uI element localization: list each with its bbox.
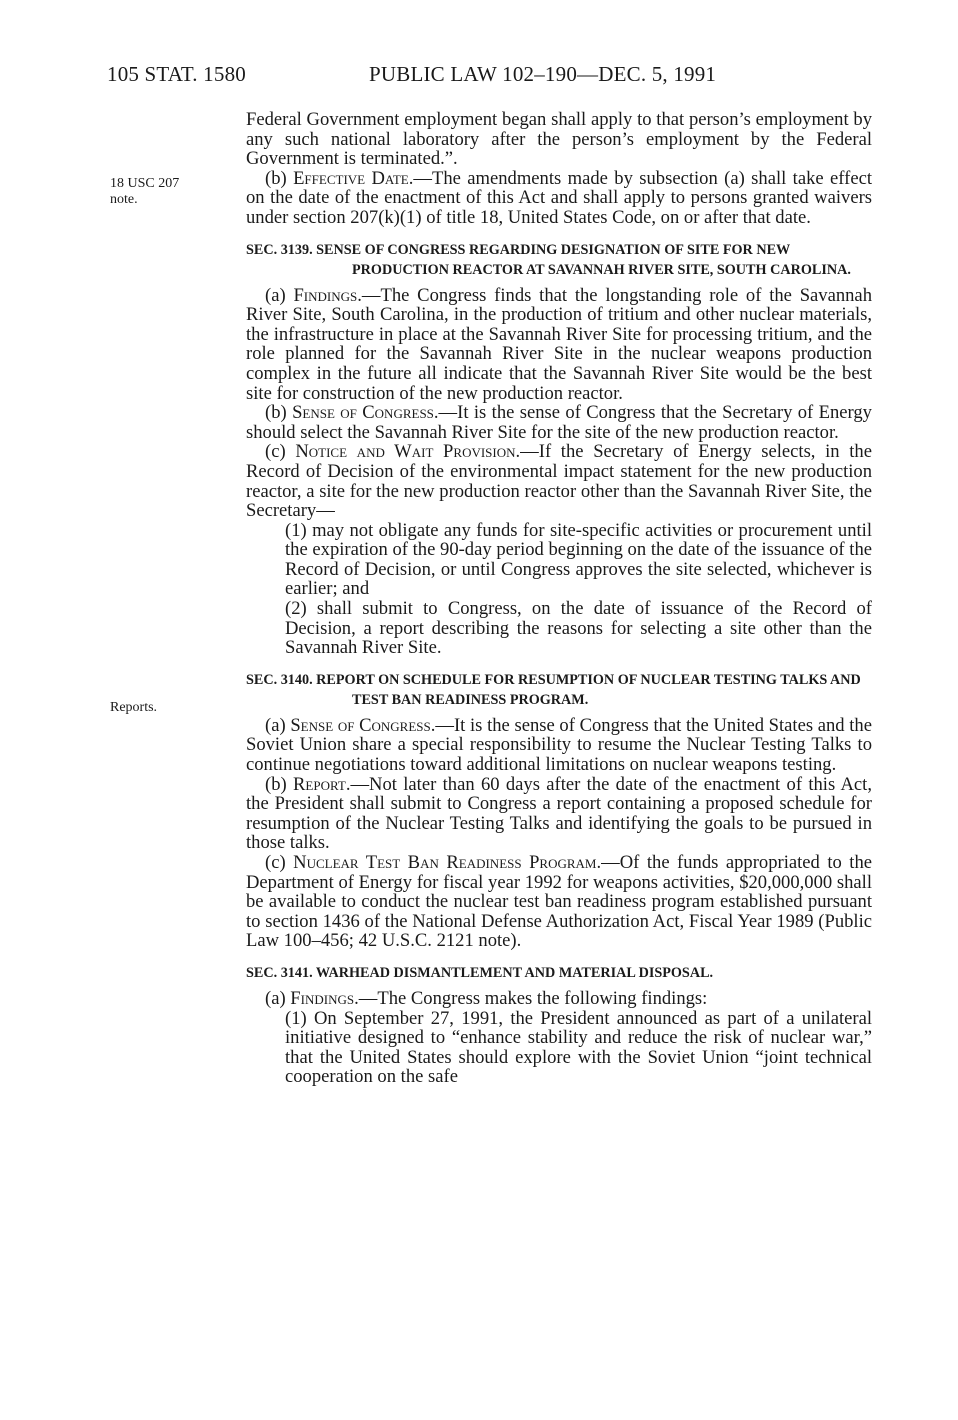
subsection-heading: Effective Date xyxy=(293,167,409,189)
section-heading-3141: SEC. 3141. WARHEAD DISMANTLEMENT AND MATERIAL DISPOSAL. xyxy=(246,964,714,981)
paragraph-3139-c-2: (2) shall submit to Congress, on the date of issuance of the Record of Decision, a report describing the reasons for selecting a site other than the Savannah River Site. xyxy=(285,598,872,659)
paragraph-3139-a xyxy=(246,286,872,404)
document-body xyxy=(246,110,872,1087)
paragraph-effective-date xyxy=(246,169,872,228)
subsection-label: (b) xyxy=(265,773,294,795)
paragraph-3140-a xyxy=(246,716,872,775)
public-law-title: PUBLIC LAW 102–190—DEC. 5, 1991 xyxy=(369,62,717,86)
subsection-heading: Nuclear Test Ban Readiness Program xyxy=(293,852,597,873)
page-citation: 105 STAT. 1580 xyxy=(107,62,246,86)
margin-note-usc-line2: note. xyxy=(110,192,138,207)
section-heading-3139: SEC. 3139. SENSE OF CONGRESS REGARDING DESIGNATION OF SITE FOR NEW PRODUCTION REACTOR AT SAVANNAH RIVER SITE, SOUTH CAROLINA. xyxy=(246,241,851,278)
subsection-label: (c) xyxy=(265,852,294,873)
subsection-heading: Sense of Congress xyxy=(290,714,431,736)
subsection-text: .—Of the funds appropriated to the Department of Energy for fiscal year 1992 for weapons activities, $20,000,000 shall be available to conduct the nuclear test ban readiness program established pursuant to section 1436 of the National Defense Authorization Act, Fiscal Year 1989 (Public Law 100–456; 42 U.S.C. 2121 note). xyxy=(246,852,872,952)
paragraph-continuation: Federal Government employment began shall apply to that person’s employment by any such national laboratory after the person’s employment by the Federal Government is terminated.”. xyxy=(246,109,872,170)
subsection-heading: Notice and Wait Provision xyxy=(295,441,516,463)
paragraph-3140-c xyxy=(246,853,872,951)
paragraph-3139-c xyxy=(246,442,872,520)
paragraph-3139-c-1: (1) may not obligate any funds for site-specific activities or procurement until the expiration of the 90-day period beginning on the date of the issuance of the Record of Decision, or until Congress approves the site selected, whichever is earlier; and xyxy=(285,519,872,600)
paragraph-3141-a xyxy=(246,989,872,1009)
subsection-label: (a) xyxy=(265,987,291,1009)
subsection-heading: Findings xyxy=(293,284,358,306)
subsection-label: (a) xyxy=(265,714,291,736)
running-head xyxy=(107,62,867,90)
subsection-heading: Sense of Congress xyxy=(292,402,434,424)
subsection-heading: Report xyxy=(293,773,346,795)
margin-note-reports: Reports. xyxy=(110,700,158,715)
section-heading-3140: SEC. 3140. REPORT ON SCHEDULE FOR RESUMPTION OF NUCLEAR TESTING TALKS AND TEST BAN READINESS PROGRAM. xyxy=(246,671,861,708)
margin-note-usc-line1: 18 USC 207 xyxy=(110,176,180,191)
margin-note-usc xyxy=(110,176,179,208)
paragraph-3141-a-1: (1) On September 27, 1991, the President announced as part of a unilateral initiative designed to “enhance stability and reduce the risk of nuclear war,” that the United States should explore with the Soviet Union “joint technical cooperation on the safe xyxy=(285,1007,872,1088)
subsection-text: .—The Congress makes the following findings: xyxy=(354,987,708,1009)
subsection-text: .—It is the sense of Congress that the United States and the Soviet Union share a special responsibility to resume the Nuclear Testing Talks to continue negotiations toward additional limitations on nuclear weapons testing. xyxy=(246,714,872,776)
subsection-text: .—If the Secretary of Energy selects, in the Record of Decision of the environmental impact statement for the new production reactor, a site for the new production reactor other than the Savannah River Site, the Secretary— xyxy=(246,441,872,522)
subsection-text: .—The Congress finds that the longstanding role of the Savannah River Site, South Carolina, in the production of tritium and other nuclear materials, the infrastructure in place at the Savannah River Site for processing tritium, and the role planned for the Savannah River Site in the nuclear weapons production complex in the future all indicate that the Savannah River Site would be the best site for construction of the new production reactor. xyxy=(246,284,872,404)
subsection-label: (a) xyxy=(265,284,294,306)
subsection-label: (b) xyxy=(265,402,293,424)
subsection-text: .—The amendments made by subsection (a) shall take effect on the date of the enactment of this Act and shall apply to persons granted waivers under section 207(k)(1) of title 18, United States Code, on or after that date. xyxy=(246,167,872,228)
subsection-heading: Findings xyxy=(290,987,355,1009)
subsection-label: (b) xyxy=(265,167,294,189)
subsection-text: .—Not later than 60 days after the date of the enactment of this Act, the President shall submit to Congress a report containing a proposed schedule for resumption of the Nuclear Testing Talks and identifying the goals to be pursued in those talks. xyxy=(246,773,872,854)
paragraph-3139-b xyxy=(246,403,872,442)
subsection-label: (c) xyxy=(265,441,296,463)
paragraph-3140-b xyxy=(246,775,872,853)
subsection-text: .—It is the sense of Congress that the Secretary of Energy should select the Savannah River Site for the site of the new production reactor. xyxy=(246,402,872,443)
